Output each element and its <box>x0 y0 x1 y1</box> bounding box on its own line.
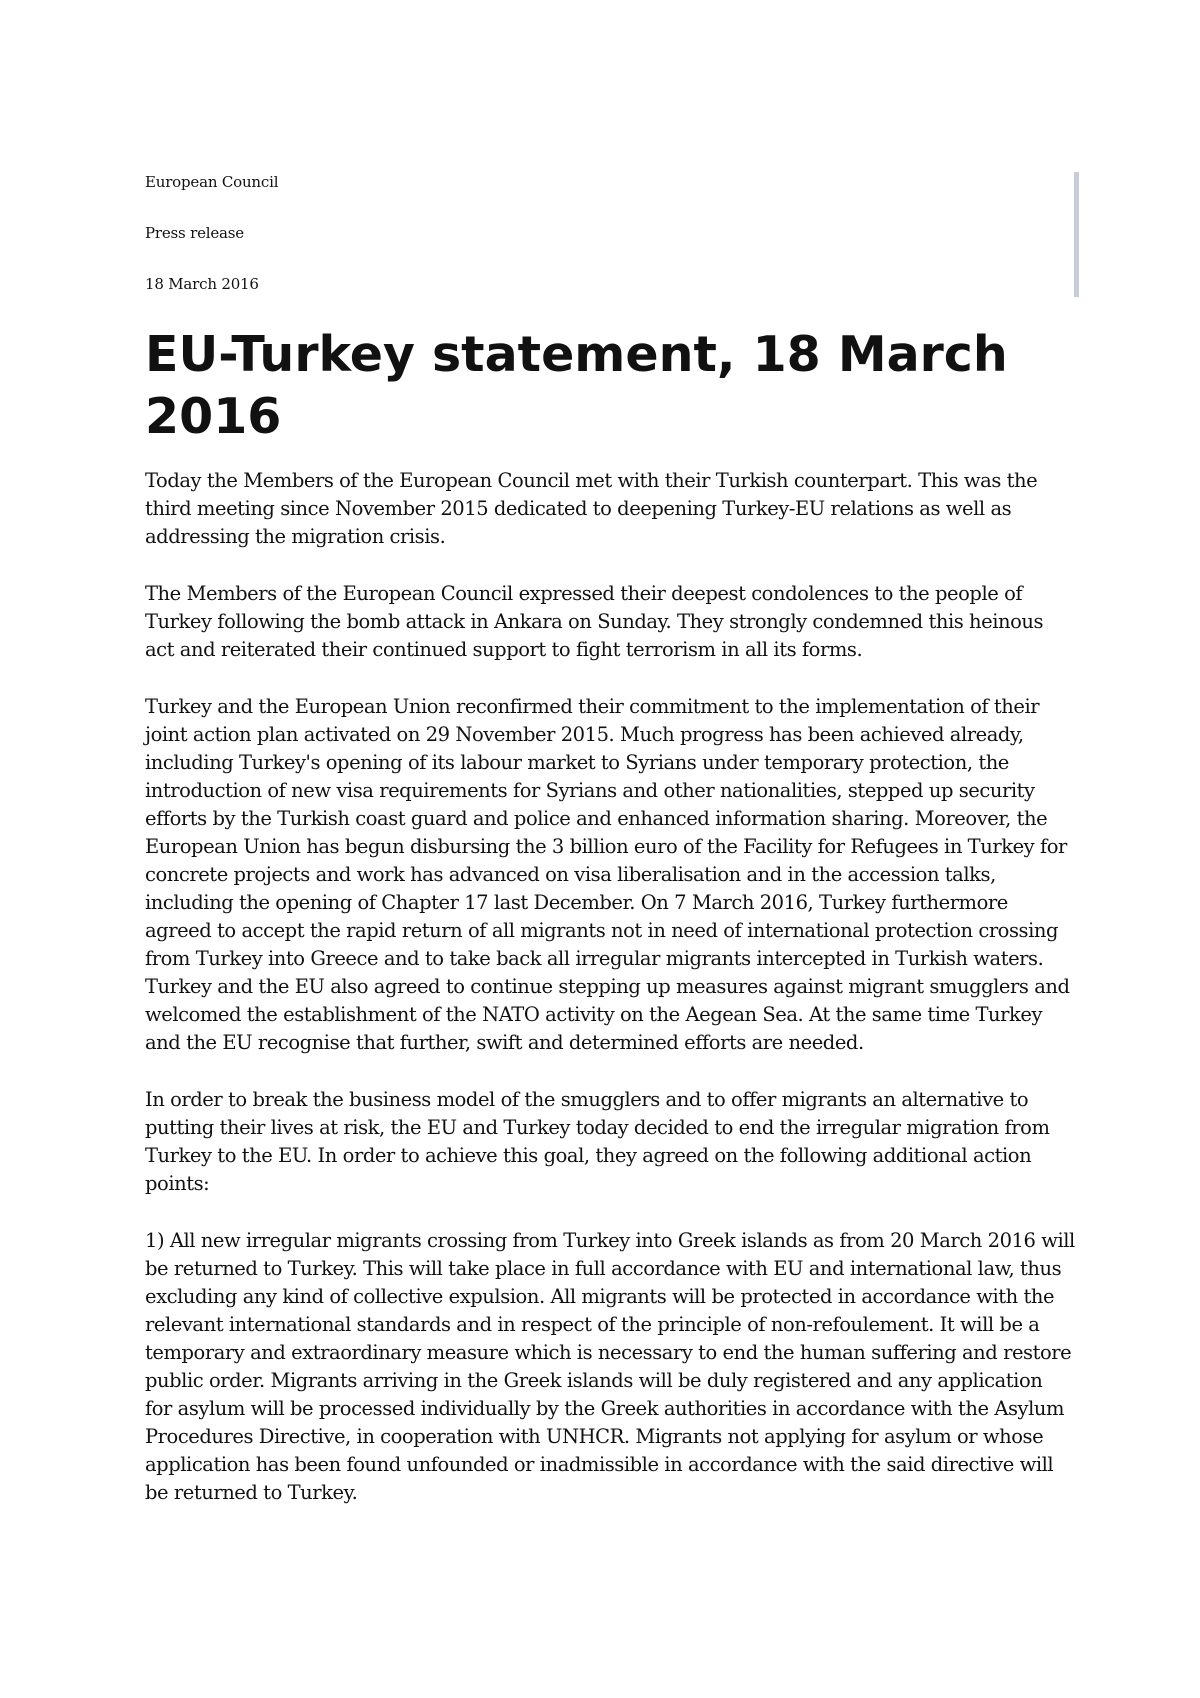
paragraph-point-1: 1) All new irregular migrants crossing from Turkey into Greek islands as from 20 March 2016 will be returned to Turkey. This will take place in full accordance with EU and international law, thus excluding any kind of collective expulsion. All migrants will be protected in accordance with the relevant international standards and in respect of the principle of non-refoulement. It will be a temporary and extraordinary measure which is necessary to end the human suffering and restore public order. Migrants arriving in the Greek islands will be duly registered and any application for asylum will be processed individually by the Greek authorities in accordance with the Asylum Procedures Directive, in cooperation with UNHCR. Migrants not applying for asylum or whose application has been found unfounded or inadmissible in accordance with the said directive will be returned to Turkey. <box>145 1229 1075 1504</box>
paragraph-business-model: In order to break the business model of the smugglers and to offer migrants an alternative to putting their lives at risk, the EU and Turkey today decided to end the irregular migration from Turkey to the EU. In order to achieve this goal, they agreed on the following additional action points: <box>145 1088 1050 1195</box>
page-title: EU-Turkey statement, 18 March 2016 <box>145 326 1008 445</box>
document-type: Press release <box>145 224 244 242</box>
document-content <box>145 172 1075 1536</box>
paragraph-intro: Today the Members of the European Council met with their Turkish counterpart. This was the third meeting since November 2015 dedicated to deepening Turkey-EU relations as well as addressing the migration crisis. <box>145 469 1038 548</box>
publication-date: 18 March 2016 <box>145 275 259 293</box>
institution-name: European Council <box>145 173 279 191</box>
paragraph-condolences: The Members of the European Council expressed their deepest condolences to the people of Turkey following the bomb attack in Ankara on Sunday. They strongly condemned this heinous act and reiterated their continued support to fight terrorism in all its forms. <box>145 582 1044 661</box>
paragraph-action-plan: Turkey and the European Union reconfirmed their commitment to the implementation of their joint action plan activated on 29 November 2015. Much progress has been achieved already, including Turkey's opening of its labour market to Syrians under temporary protection, the introduction of new visa requirements for Syrians and other nationalities, stepped up security efforts by the Turkish coast guard and police and enhanced information sharing. Moreover, the European Union has begun disbursing the 3 billion euro of the Facility for Refugees in Turkey for concrete projects and work has advanced on visa liberalisation and in the accession talks, including the opening of Chapter 17 last December. On 7 March 2016, Turkey furthermore agreed to accept the rapid return of all migrants not in need of international protection crossing from Turkey into Greece and to take back all irregular migrants intercepted in Turkish waters. Turkey and the EU also agreed to continue stepping up measures against migrant smugglers and welcomed the establishment of the NATO activity on the Aegean Sea. At the same time Turkey and the EU recognise that further, swift and determined efforts are needed. <box>145 695 1070 1054</box>
